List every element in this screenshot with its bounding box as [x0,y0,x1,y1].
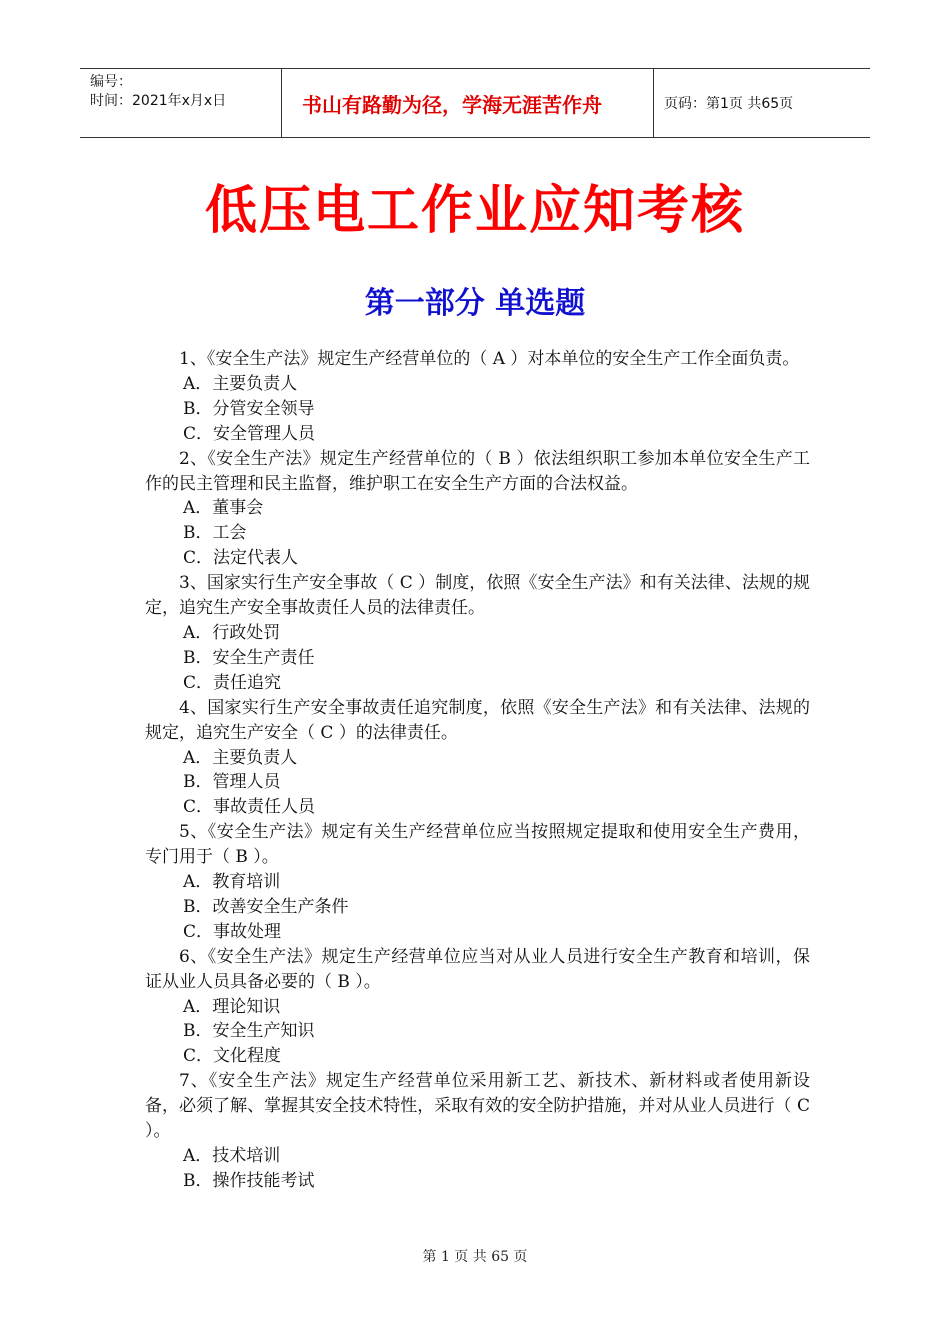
question-option: B．操作技能考试 [183,1170,315,1191]
question-option: C．事故处理 [183,921,282,942]
question-text: 2、《安全生产法》规定生产经营单位的（ B ）依法组织职工参加本单位安全生产工作的民主管理和民主监督，维护职工在安全生产方面的合法权益。 [145,448,810,494]
question-option: C．事故责任人员 [183,797,316,818]
question-option: B．安全生产责任 [183,647,315,668]
question-option: A．技术培训 [183,1146,281,1166]
question-option: C．法定代表人 [183,548,299,569]
question-text: 4、国家实行生产安全事故责任追究制度，依照《安全生产法》和有关法律、法规的规定，追究生产安全（ C ）的法律责任。 [145,697,810,743]
question-list [145,347,810,1194]
question-option: B．管理人员 [183,772,281,793]
header-page-info: 页码：第1页 共65页 [664,96,794,112]
question-option: A．行政处罚 [183,622,281,643]
question-option: B．安全生产知识 [183,1021,315,1042]
section-title: 第一部分 单选题 [364,286,586,321]
question-option: C．责任追究 [183,672,282,693]
question-option: C．安全管理人员 [183,423,316,444]
document-header [80,68,870,138]
header-motto: 书山有路勤为径，学海无涯苦作舟 [282,69,654,137]
question-text: 5、《安全生产法》规定有关生产经营单位应当按照规定提取和使用安全生产费用，专门用于（ B ）。 [145,822,810,868]
question-option: C．文化程度 [183,1046,282,1067]
document-time-label: 时间：2021年x月x日 [90,93,227,109]
question-text: 3、国家实行生产安全事故（ C ）制度，依照《安全生产法》和有关法律、法规的规定，追究生产安全事故责任人员的法律责任。 [145,573,810,619]
header-meta [80,69,282,137]
question-option: B．分管安全领导 [183,398,315,419]
page-footer: 第 1 页 共 65 页 [422,1249,528,1265]
document-number-label: 编号： [90,74,132,90]
question-option: A．董事会 [183,498,264,519]
question-option: A．教育培训 [183,872,281,893]
question-text: 6、《安全生产法》规定生产经营单位应当对从业人员进行安全生产教育和培训，保证从业人员具备必要的（ B ）。 [145,946,810,992]
question-text: 1、《安全生产法》规定生产经营单位的（ A ）对本单位的安全生产工作全面负责。 [179,349,800,369]
question-option: B．改善安全生产条件 [183,896,349,917]
question-option: B．工会 [183,523,247,544]
question-option: A．理论知识 [183,996,281,1017]
question-text: 7、《安全生产法》规定生产经营单位采用新工艺、新技术、新材料或者使用新设备，必须了解、掌握其安全技术特性，采取有效的安全防护措施，并对从业人员进行（ C ）。 [145,1071,810,1142]
question-option: A．主要负责人 [183,747,298,768]
question-option: A．主要负责人 [183,373,298,394]
document-title: 低压电工作业应知考核 [204,181,745,241]
